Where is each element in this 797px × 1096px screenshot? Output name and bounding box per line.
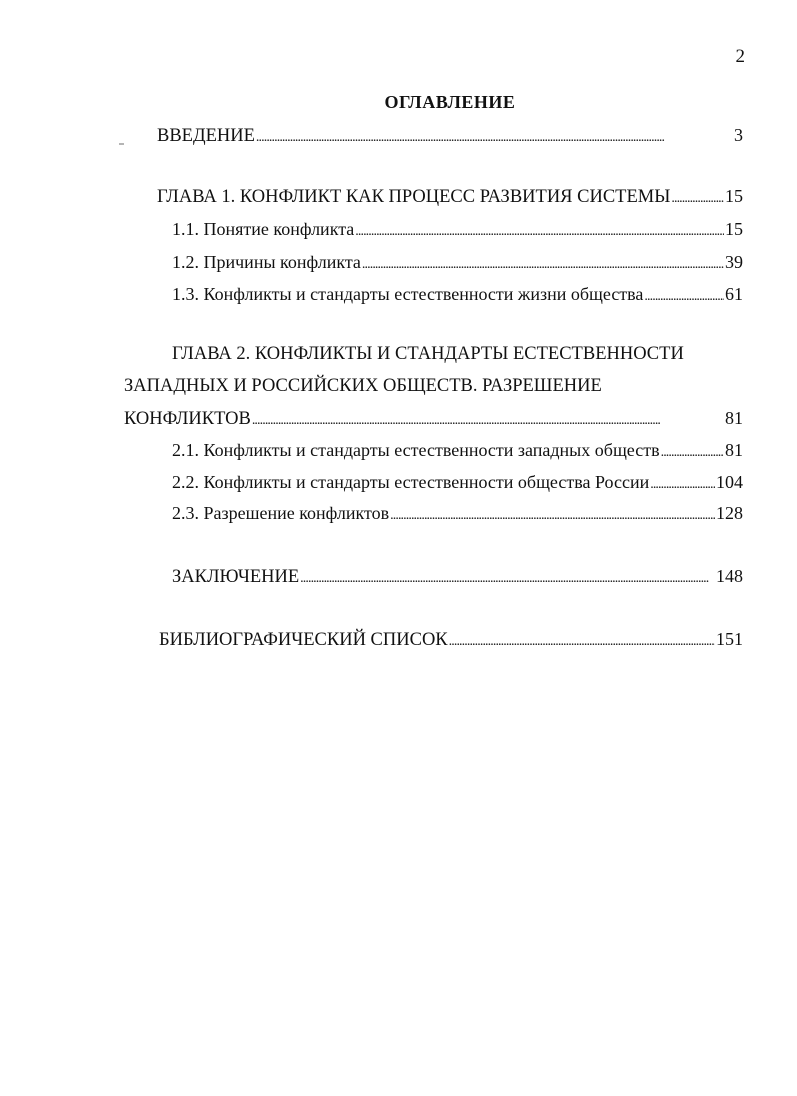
toc-entry-label: ГЛАВА 1. КОНФЛИКТ КАК ПРОЦЕСС РАЗВИТИЯ СИСТЕМЫ: [157, 187, 671, 207]
toc-entry-section-2-3[interactable]: [172, 503, 743, 524]
toc-entry-chapter-1[interactable]: [157, 186, 743, 208]
toc-entry-page: 61: [725, 284, 743, 304]
dot-leader: [355, 219, 724, 240]
toc-title: ОГЛАВЛЕНИЕ: [384, 92, 516, 112]
toc-entry-section-1-1[interactable]: [172, 219, 743, 240]
scan-artifact: [119, 143, 124, 145]
toc-entry-label: БИБЛИОГРАФИЧЕСКИЙ СПИСОК: [159, 630, 448, 650]
toc-entry-page: 39: [725, 252, 743, 272]
toc-entry-page: 3: [734, 125, 743, 145]
dot-leader: [362, 252, 724, 273]
dot-leader: [449, 629, 715, 650]
toc-entry-page: 104: [716, 472, 743, 492]
toc-entry-chapter-2[interactable]: [124, 408, 743, 430]
toc-entry-label: 2.1. Конфликты и стандарты естественности западных обществ: [172, 440, 660, 460]
toc-entry-label: 1.1. Понятие конфликта: [172, 219, 355, 239]
toc-entry-page: 81: [725, 408, 743, 428]
toc-entry-label: ВВЕДЕНИЕ: [157, 126, 255, 146]
toc-entry-section-2-1[interactable]: [172, 440, 743, 461]
toc-entry-label: ЗАКЛЮЧЕНИЕ: [172, 567, 300, 587]
dot-leader: [661, 440, 724, 461]
toc-entry-label: 2.2. Конфликты и стандарты естественности общества России: [172, 472, 650, 492]
toc-entry-section-1-3[interactable]: [172, 284, 743, 305]
dot-leader: [256, 125, 733, 146]
toc-entry-page: 15: [725, 186, 743, 206]
toc-entry-conclusion[interactable]: [172, 566, 743, 588]
dot-leader: [650, 472, 715, 493]
dot-leader: [300, 566, 715, 587]
toc-entry-section-1-2[interactable]: [172, 252, 743, 273]
dot-leader: [252, 408, 724, 429]
dot-leader: [644, 284, 724, 305]
toc-entry-section-2-2[interactable]: [172, 472, 743, 493]
toc-entry-page: 148: [716, 566, 743, 586]
dot-leader: [390, 503, 715, 524]
toc-entry-page: 151: [716, 629, 743, 649]
toc-chapter-2-heading-line-2[interactable]: ЗАПАДНЫХ И РОССИЙСКИХ ОБЩЕСТВ. РАЗРЕШЕНИЕ: [124, 376, 602, 396]
toc-entry-label: 1.3. Конфликты и стандарты естественности жизни общества: [172, 284, 644, 304]
toc-entry-page: 15: [725, 219, 743, 239]
dot-leader: [671, 186, 724, 207]
toc-entry-label: 1.2. Причины конфликта: [172, 252, 361, 272]
toc-entry-page: 81: [725, 440, 743, 460]
toc-entry-label: 2.3. Разрешение конфликтов: [172, 503, 390, 523]
toc-entry-page: 128: [716, 503, 743, 523]
toc-entry-label: КОНФЛИКТОВ: [124, 409, 251, 429]
toc-entry-bibliography[interactable]: [159, 629, 743, 651]
page-number: 2: [735, 46, 745, 67]
toc-entry-introduction[interactable]: [157, 125, 743, 147]
toc-chapter-2-heading-line-1[interactable]: ГЛАВА 2. КОНФЛИКТЫ И СТАНДАРТЫ ЕСТЕСТВЕННОСТИ: [172, 344, 684, 364]
